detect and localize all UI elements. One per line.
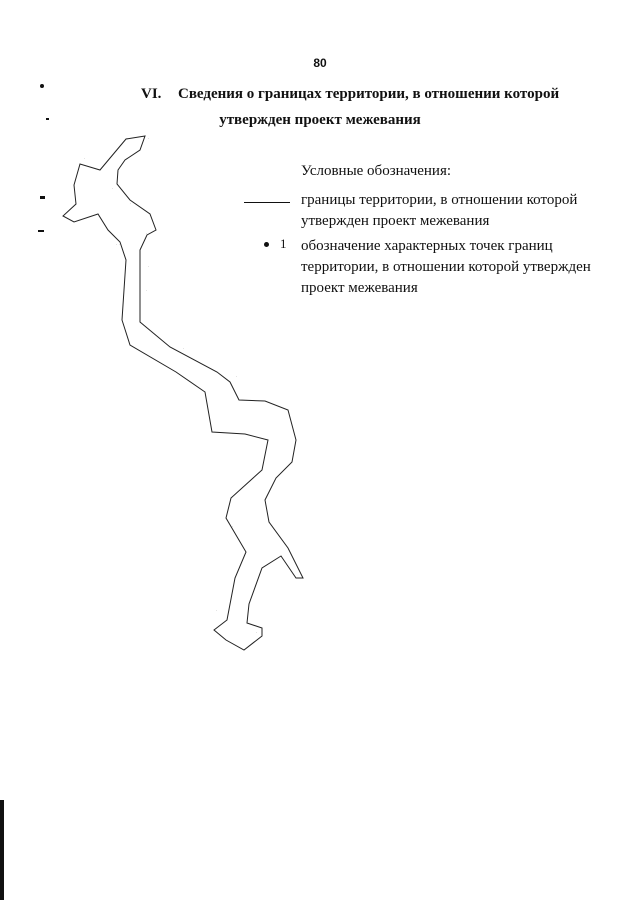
svg-text:·: · xyxy=(112,186,114,191)
scan-mark xyxy=(40,84,44,88)
scan-mark xyxy=(46,118,49,120)
scan-mark xyxy=(38,230,44,232)
section-title-line-1: Сведения о границах территории, в отношении которой xyxy=(178,86,560,102)
section-number: VI. xyxy=(141,86,162,102)
legend-item-points: обозначение характерных точек границ территории, в отношении которой утвержден проект межевания xyxy=(301,238,591,296)
scan-mark xyxy=(40,196,45,199)
scan-edge-shadow xyxy=(0,800,4,900)
svg-text:·: · xyxy=(130,201,132,206)
svg-text:·: · xyxy=(84,156,86,161)
legend-title: Условные обозначения: xyxy=(301,163,452,179)
territory-boundary-polygon xyxy=(63,136,303,650)
legend-boundary-line-symbol xyxy=(244,202,290,203)
svg-text:·: · xyxy=(183,346,185,351)
legend-point-number: 1 xyxy=(280,236,287,251)
svg-text:·: · xyxy=(236,374,238,379)
svg-text:·: · xyxy=(148,264,150,269)
page-number: 80 xyxy=(313,56,327,70)
svg-text:·: · xyxy=(256,630,258,635)
svg-text:·: · xyxy=(146,288,148,293)
legend-point-symbol xyxy=(264,242,269,247)
svg-text:·: · xyxy=(216,608,218,613)
svg-text:·: · xyxy=(146,231,148,236)
svg-text:· ·: · · xyxy=(116,242,120,247)
svg-text:·: · xyxy=(232,524,234,529)
svg-text:·: · xyxy=(148,136,150,141)
legend-item-boundary: границы территории, в отношении которой утвержден проект межевания xyxy=(301,192,578,229)
section-title-line-2: утвержден проект межевания xyxy=(219,112,421,128)
